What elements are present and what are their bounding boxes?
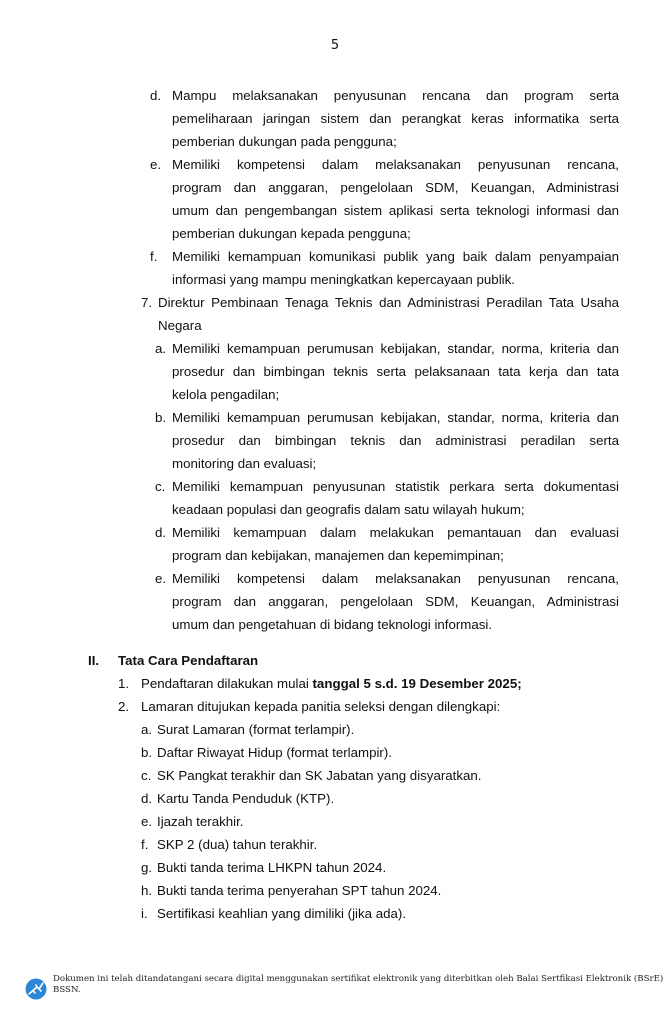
- page-number: 5: [330, 38, 340, 53]
- item-text: Memiliki kemampuan dalam melakukan pemantauan dan evaluasi: [172, 525, 619, 540]
- item-text: Ijazah terakhir.: [157, 814, 244, 829]
- item-text: Kartu Tanda Penduduk (KTP).: [157, 791, 335, 806]
- item-text: prosedur dan bimbingan teknis serta pelaksanaan tata kerja dan tata: [172, 364, 619, 379]
- item-marker: c.: [155, 479, 166, 494]
- item-text: SK Pangkat terakhir dan SK Jabatan yang disyaratkan.: [157, 768, 482, 783]
- item-text: keadaan populasi dan geografis dalam satu wilayah hukum;: [172, 502, 525, 517]
- item-marker: g.: [141, 860, 153, 875]
- item-text-plain: Pendaftaran dilakukan mulai: [141, 676, 313, 691]
- signature-notice: [53, 974, 663, 995]
- signature-notice-line: Dokumen ini telah ditandatangani secara digital menggunakan sertifikat elektronik yang diterbitkan oleh Balai Sertfikasi Elektronik (BSrE): [53, 974, 664, 984]
- item-marker: e.: [155, 571, 167, 586]
- item-marker: i.: [141, 906, 148, 921]
- item-text: Bukti tanda terima penyerahan SPT tahun 2024.: [157, 883, 442, 898]
- item-marker: e.: [141, 814, 153, 829]
- item-text: SKP 2 (dua) tahun terakhir.: [157, 837, 318, 852]
- item-text: umum dan pengetahuan di bidang teknologi informasi.: [172, 617, 493, 632]
- section-title: Tata Cara Pendaftaran: [118, 653, 259, 668]
- item-text: program dan anggaran, pengelolaan SDM, Keuangan, Administrasi: [172, 180, 619, 195]
- item-text: Memiliki kompetensi dalam melaksanakan penyusunan rencana,: [172, 157, 619, 172]
- item-text: Memiliki kemampuan komunikasi publik yang baik dalam penyampaian: [172, 249, 619, 264]
- item-heading: Direktur Pembinaan Tenaga Teknis dan Administrasi Peradilan Tata Usaha: [158, 295, 619, 310]
- item-marker: b.: [155, 410, 167, 425]
- item-marker: d.: [150, 88, 162, 103]
- item-text: pemberian dukungan pada pengguna;: [172, 134, 397, 149]
- item-marker: b.: [141, 745, 153, 760]
- item-marker: 1.: [118, 676, 130, 691]
- item-text: Memiliki kompetensi dalam melaksanakan penyusunan rencana,: [172, 571, 619, 586]
- item-marker: 2.: [118, 699, 130, 714]
- item-text: Memiliki kemampuan penyusunan statistik perkara serta dokumentasi: [172, 479, 619, 494]
- item-text: pemeliharaan jaringan sistem dan perangkat keras informatika serta: [172, 111, 619, 126]
- item-marker: 7.: [141, 295, 153, 310]
- item-text: umum dan pengembangan sistem aplikasi serta teknologi informasi dan: [172, 203, 619, 218]
- item-text: Daftar Riwayat Hidup (format terlampir).: [157, 745, 392, 760]
- item-text: Mampu melaksanakan penyusunan rencana dan program serta: [172, 88, 619, 103]
- item-text: Bukti tanda terima LHKPN tahun 2024.: [157, 860, 387, 875]
- item-text: monitoring dan evaluasi;: [172, 456, 317, 471]
- item-text: Surat Lamaran (format terlampir).: [157, 722, 355, 737]
- item-marker: f.: [141, 837, 149, 852]
- bsre-signature-logo-icon: [25, 978, 47, 1000]
- item-marker: c.: [141, 768, 152, 783]
- item-text: Memiliki kemampuan perumusan kebijakan, standar, norma, kriteria dan: [172, 341, 619, 356]
- item-marker: e.: [150, 157, 162, 172]
- item-text: program dan anggaran, pengelolaan SDM, Keuangan, Administrasi: [172, 594, 619, 609]
- item-text: Sertifikasi keahlian yang dimiliki (jika ada).: [157, 906, 407, 921]
- item-marker: a.: [155, 341, 167, 356]
- item-text: kelola pengadilan;: [172, 387, 280, 402]
- item-marker: d.: [155, 525, 167, 540]
- item-text: Memiliki kemampuan perumusan kebijakan, standar, norma, kriteria dan: [172, 410, 619, 425]
- registration-date: tanggal 5 s.d. 19 Desember 2025;: [312, 676, 522, 691]
- item-text: pemberian dukungan kepada pengguna;: [172, 226, 411, 241]
- item-text: program dan kebijakan, manajemen dan kepemimpinan;: [172, 548, 504, 563]
- item-marker: f.: [150, 249, 158, 264]
- item-text: prosedur dan bimbingan teknis dan administrasi peradilan serta: [172, 433, 619, 448]
- item-heading: Negara: [158, 318, 202, 333]
- item-marker: d.: [141, 791, 153, 806]
- item-marker: h.: [141, 883, 153, 898]
- item-text: informasi yang mampu meningkatkan kepercayaan publik.: [172, 272, 515, 287]
- section-number: II.: [88, 653, 100, 668]
- item-text: Lamaran ditujukan kepada panitia seleksi dengan dilengkapi:: [141, 699, 501, 714]
- signature-notice-line: BSSN.: [53, 984, 81, 995]
- item-marker: a.: [141, 722, 153, 737]
- item-text: [141, 676, 522, 692]
